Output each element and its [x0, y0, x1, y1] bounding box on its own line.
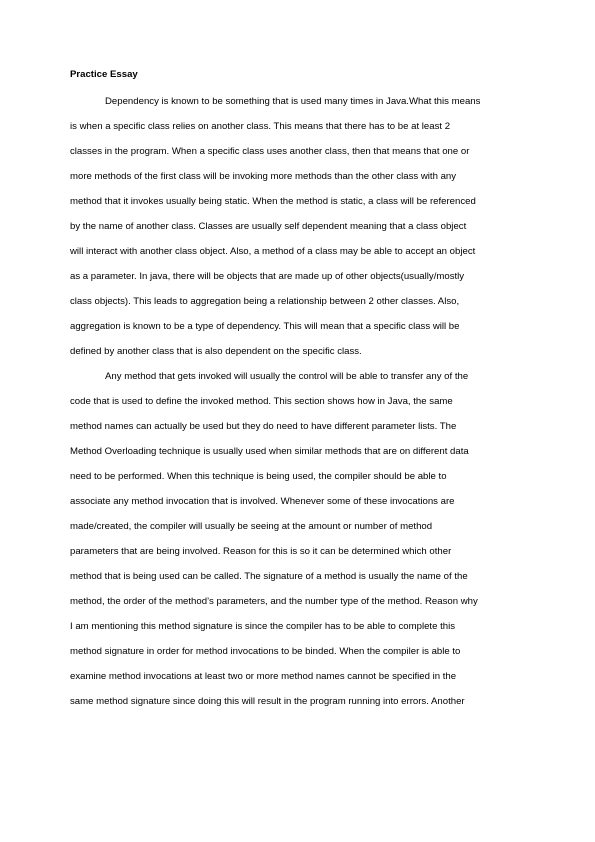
paragraph-1-line-10: aggregation is known to be a type of dependency. This will mean that a specific class will be — [70, 321, 460, 332]
paragraph-2-line-1: Any method that gets invoked will usually the control will be able to transfer any of the — [105, 371, 469, 382]
paragraph-1-line-4: more methods of the first class will be invoking more methods than the other class with any — [70, 171, 457, 182]
paragraph-1-line-11: defined by another class that is also dependent on the specific class. — [70, 346, 362, 357]
paragraph-2-line-8: parameters that are being involved. Reason for this is so it can be determined which other — [70, 546, 452, 557]
paragraph-1-line-5: method that it invokes usually being static. When the method is static, a class will be referenced — [70, 196, 476, 207]
paragraph-2-line-13: examine method invocations at least two or more method names cannot be specified in the — [70, 671, 457, 682]
paragraph-2-line-3: method names can actually be used but they do need to have different parameter lists. The — [70, 421, 457, 432]
essay-title: Practice Essay — [70, 69, 138, 80]
paragraph-2-line-6: associate any method invocation that is involved. Whenever some of these invocations are — [70, 496, 455, 507]
paragraph-1-line-2: is when a specific class relies on another class. This means that there has to be at least 2 — [70, 121, 451, 132]
paragraph-2-line-10: method, the order of the method’s parameters, and the number type of the method. Reason why — [70, 596, 478, 607]
paragraph-2-line-5: need to be performed. When this technique is being used, the compiler should be able to — [70, 471, 447, 482]
paragraph-1-line-9: class objects). This leads to aggregation being a relationship between 2 other classes. Also, — [70, 296, 460, 307]
paragraph-1-line-1: Dependency is known to be something that is used many times in Java.What this means — [105, 96, 481, 107]
paragraph-2-line-12: method signature in order for method invocations to be binded. When the compiler is able to — [70, 646, 461, 657]
paragraph-2-line-14: same method signature since doing this will result in the program running into errors. Another — [70, 696, 465, 707]
paragraph-2-line-11: I am mentioning this method signature is since the compiler has to be able to complete this — [70, 621, 456, 632]
paragraph-1-line-7: will interact with another class object. Also, a method of a class may be able to accept an object — [70, 246, 476, 257]
paragraph-1-line-8: as a parameter. In java, there will be objects that are made up of other objects(usually/mostly — [70, 271, 465, 282]
paragraph-2-line-2: code that is used to define the invoked method. This section shows how in Java, the same — [70, 396, 453, 407]
paragraph-2-line-7: made/created, the compiler will usually be seeing at the amount or number of method — [70, 521, 433, 532]
paragraph-2-line-4: Method Overloading technique is usually used when similar methods that are on different data — [70, 446, 469, 457]
paragraph-2-line-9: method that is being used can be called. The signature of a method is usually the name of the — [70, 571, 468, 582]
paragraph-1-line-6: by the name of another class. Classes are usually self dependent meaning that a class object — [70, 221, 467, 232]
paragraph-1-line-3: classes in the program. When a specific class uses another class, then that means that one or — [70, 146, 470, 157]
